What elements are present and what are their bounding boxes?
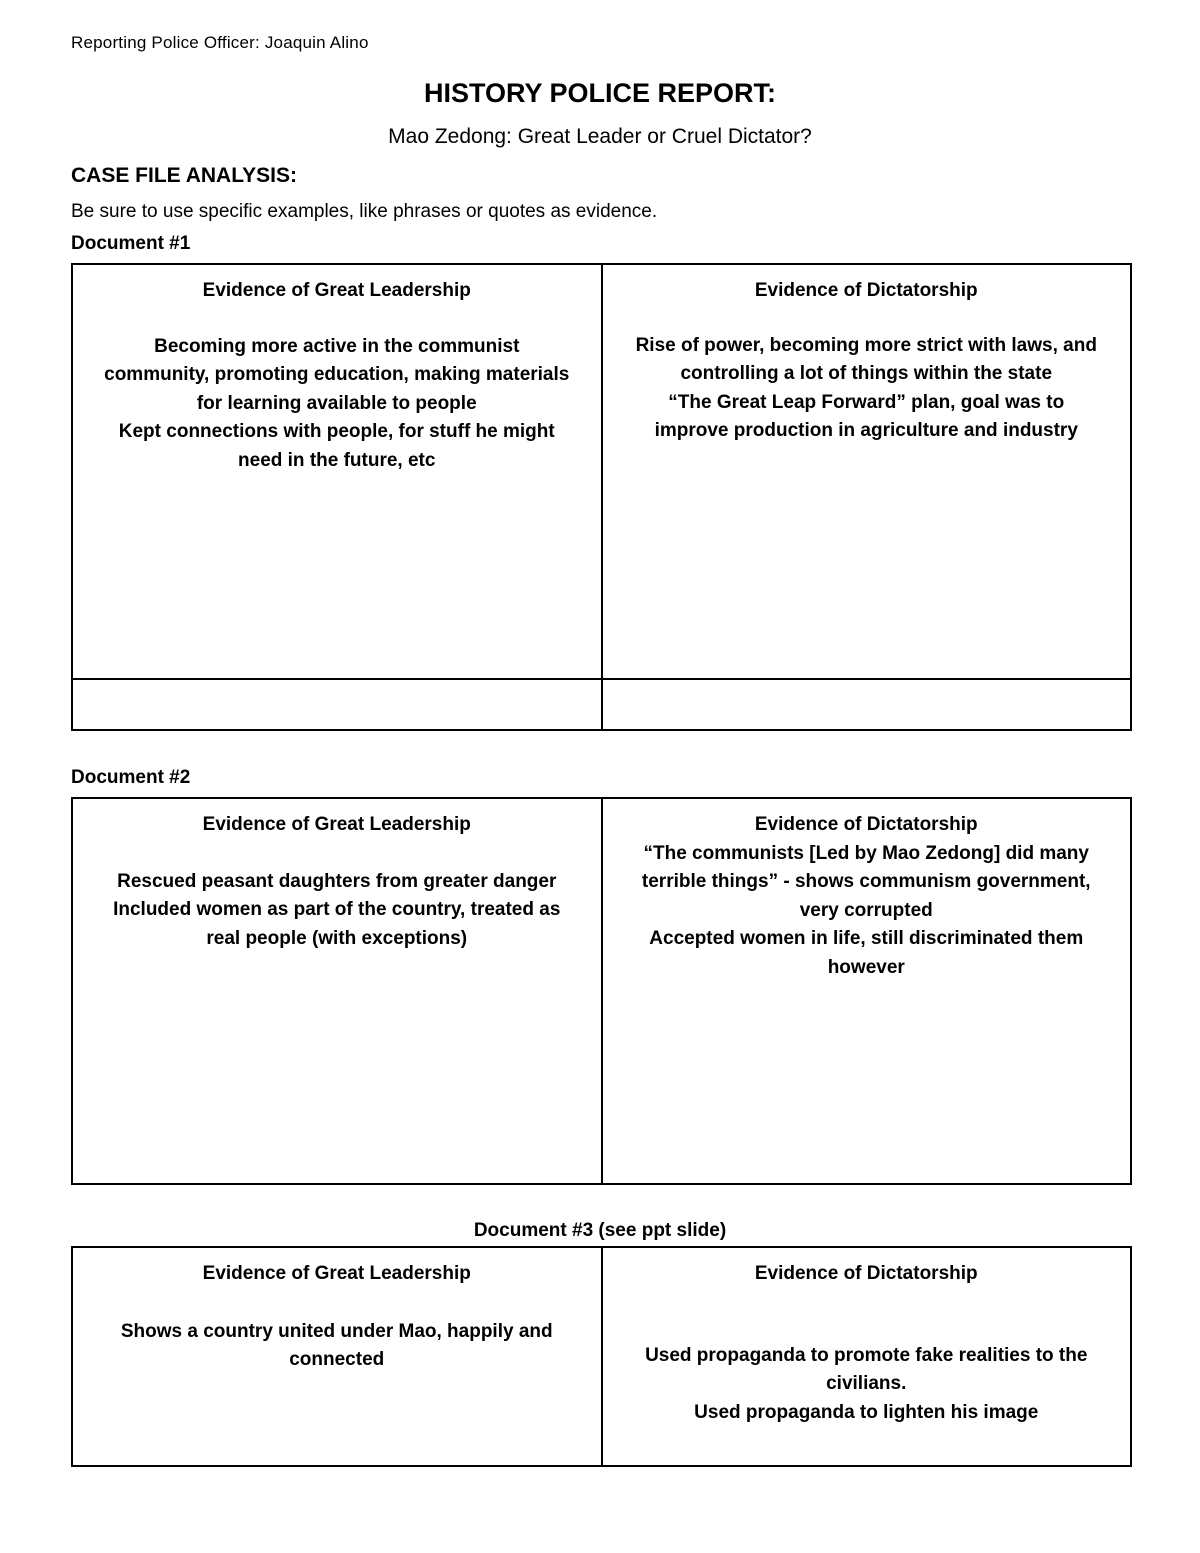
case-file-heading: CASE FILE ANALYSIS: <box>71 164 297 187</box>
document-3-dictatorship-cell <box>602 1247 1132 1466</box>
document-3-label: Document #3 (see ppt slide) <box>473 1220 727 1241</box>
evidence-line: “The communists [Led by Mao Zedong] did many <box>643 842 1089 864</box>
leadership-heading: Evidence of Great Leadership <box>202 814 471 835</box>
evidence-line: Rise of power, becoming more strict with laws, and <box>635 334 1097 356</box>
evidence-line: however <box>827 956 905 978</box>
evidence-line: civilians. <box>826 1373 907 1394</box>
evidence-line: real people (with exceptions) <box>206 927 468 949</box>
report-title: HISTORY POLICE REPORT: <box>423 78 777 108</box>
evidence-line: improve production in agriculture and industry <box>654 420 1078 441</box>
document-1-dictatorship-cell <box>602 264 1132 679</box>
leadership-evidence <box>73 840 601 954</box>
table-row <box>72 1247 1131 1466</box>
leadership-evidence <box>73 306 601 476</box>
document-1-table <box>71 263 1132 731</box>
evidence-line: controlling a lot of things within the state <box>680 363 1053 384</box>
dictatorship-heading: Evidence of Dictatorship <box>754 1263 978 1284</box>
report-subtitle: Mao Zedong: Great Leader or Cruel Dictator? <box>388 125 812 148</box>
document-2-table <box>71 797 1132 1185</box>
document-1-leadership-cell <box>72 264 602 679</box>
dictatorship-evidence <box>603 1289 1131 1428</box>
document-1-empty-cell-left[interactable] <box>72 679 602 730</box>
table-row <box>72 264 1131 679</box>
dictatorship-heading: Evidence of Dictatorship <box>754 814 978 835</box>
document-1-label: Document #1 <box>71 233 191 254</box>
document-3-table <box>71 1246 1132 1467</box>
evidence-line: Used propaganda to promote fake realities to the <box>645 1344 1088 1366</box>
reporting-officer: Reporting Police Officer: Joaquin Alino <box>71 33 369 52</box>
evidence-line: terrible things” - shows communism government, <box>641 871 1091 892</box>
evidence-line: “The Great Leap Forward” plan, goal was to <box>668 391 1065 413</box>
evidence-line: connected <box>289 1349 385 1370</box>
dictatorship-heading: Evidence of Dictatorship <box>754 280 978 301</box>
evidence-line: Included women as part of the country, treated as <box>113 899 561 920</box>
instructions: Be sure to use specific examples, like phrases or quotes as evidence. <box>71 201 658 222</box>
document-1-empty-cell-right[interactable] <box>602 679 1132 730</box>
dictatorship-evidence <box>603 840 1131 983</box>
leadership-heading: Evidence of Great Leadership <box>202 1263 471 1284</box>
evidence-line: very corrupted <box>799 899 933 921</box>
table-row <box>72 679 1131 730</box>
evidence-line: Used propaganda to lighten his image <box>694 1401 1039 1423</box>
evidence-line: Rescued peasant daughters from greater danger <box>117 870 557 892</box>
leadership-heading: Evidence of Great Leadership <box>202 280 471 301</box>
leadership-evidence <box>73 1289 601 1375</box>
evidence-line: need in the future, etc <box>238 449 436 471</box>
dictatorship-evidence <box>603 306 1131 446</box>
evidence-line: Kept connections with people, for stuff he might <box>118 421 555 442</box>
table-row <box>72 798 1131 1184</box>
evidence-line: Shows a country united under Mao, happily and <box>120 1320 553 1342</box>
document-2-dictatorship-cell <box>602 798 1132 1184</box>
evidence-line: community, promoting education, making materials <box>104 364 570 385</box>
evidence-line: for learning available to people <box>196 392 477 414</box>
document-3-leadership-cell <box>72 1247 602 1466</box>
document-2-label: Document #2 <box>71 767 191 788</box>
evidence-line: Becoming more active in the communist <box>154 335 520 357</box>
document-2-leadership-cell <box>72 798 602 1184</box>
evidence-line: Accepted women in life, still discriminated them <box>649 928 1084 949</box>
